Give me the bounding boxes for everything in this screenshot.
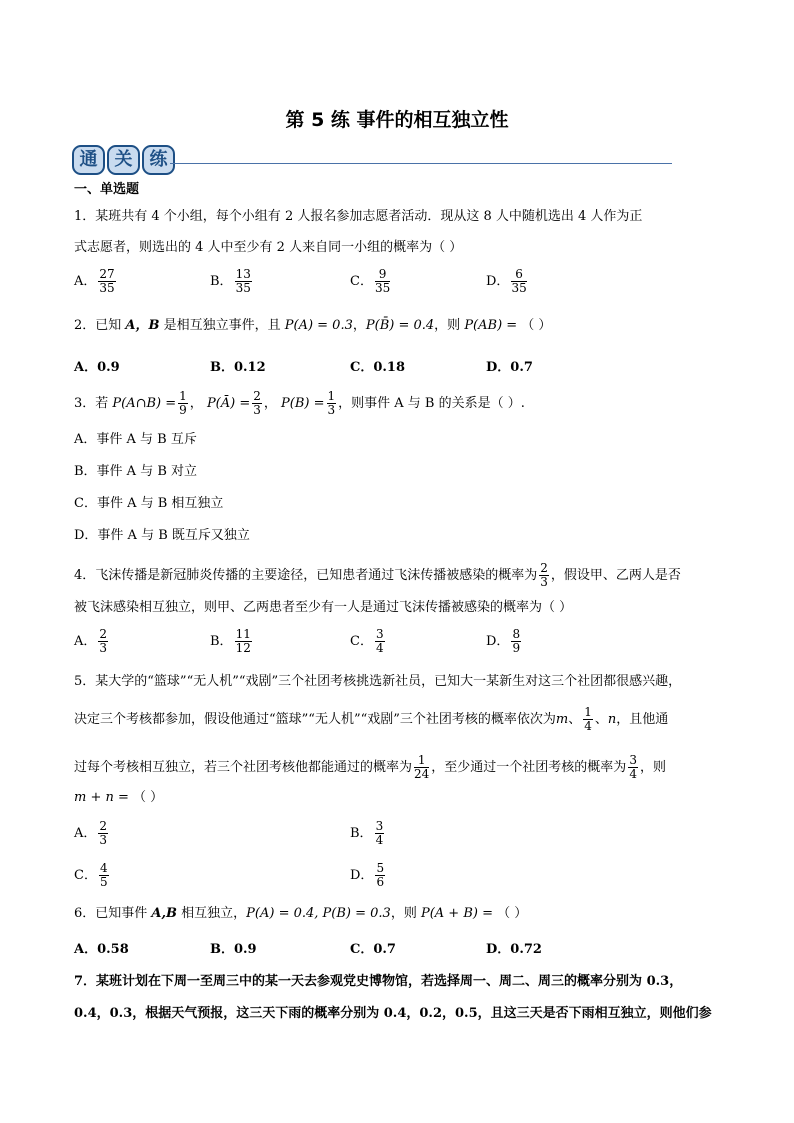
q1-option-c[interactable]: C． $\frac{9}{35}$ (350, 267, 391, 295)
q4-option-b[interactable]: B． $\frac{11}{12}$ (210, 627, 251, 655)
q3-option-d[interactable]: D．事件 A 与 B 既互斥又独立 (74, 528, 250, 543)
q6-option-a[interactable]: A．0.58 (74, 942, 129, 957)
q5-option-c[interactable]: C． $\frac{4}{5}$ (74, 861, 108, 889)
q2-stem: 2．已知 A，B 是相互独立事件，且 P(A) = 0.3，P(B̄) = 0.4，则 P(AB) = （ ） (74, 318, 552, 333)
q2-option-b[interactable]: B．0.12 (210, 360, 266, 375)
q1-option-a[interactable]: A． $\frac{27}{35}$ (74, 267, 115, 295)
q5-line2: 决定三个考核都参加，假设他通过“篮球”“无人机”“戏剧”三个社团考核的概率依次为m、 $\frac{1}{4}$ 、n，且他通 (74, 705, 669, 733)
q4-options (74, 628, 674, 664)
q6-option-b[interactable]: B．0.9 (210, 942, 257, 957)
q6-option-c[interactable]: C．0.7 (350, 942, 396, 957)
badge-char: 关 (107, 145, 140, 175)
q2-options (74, 356, 674, 376)
q4-line2: 被飞沫感染相互独立，则甲、乙两患者至少有一人是通过飞沫传播被感染的概率为（ ） (74, 600, 573, 615)
q5-option-d[interactable]: D． $\frac{5}{6}$ (350, 861, 385, 889)
q5-line3: 过每个考核相互独立，若三个社团考核他都能通过的概率为 $\frac{1}{24}$ ，至少通过一个社团考核的概率为 $\frac{3}{4}$ ，则 (74, 753, 666, 781)
q2-option-d[interactable]: D．0.7 (486, 360, 533, 375)
q7-line1: 7．某班计划在下周一至周三中的某一天去参观党史博物馆，若选择周一、周二、周三的概率分别为 0.3， (74, 974, 683, 989)
q5-line4: m + n = （ ） (74, 790, 164, 805)
q4-option-d[interactable]: D． $\frac{8}{9}$ (486, 627, 521, 655)
q1-line1: 1．某班共有 4 个小组，每个小组有 2 人报名参加志愿者活动．现从这 8 人中随机选出 4 人作为正 (74, 209, 643, 224)
q4-line1: 4．飞沫传播是新冠肺炎传播的主要途径，已知患者通过飞沫传播被感染的概率为 $\frac{2}{3}$ ，假设甲、乙两人是否 (74, 561, 681, 589)
q5-line1: 5．某大学的“篮球”“无人机”“戏剧”三个社团考核挑选新社员，已知大一某新生对这三个社团都很感兴趣， (74, 674, 682, 689)
q4-option-a[interactable]: A． $\frac{2}{3}$ (74, 627, 108, 655)
header-rule (170, 163, 672, 164)
q7-line2: 0.4，0.3，根据天气预报，这三天下雨的概率分别为 0.4，0.2，0.5，且这三天是否下雨相互独立，则他们参 (74, 1006, 712, 1021)
section-heading: 一、单选题 (74, 182, 140, 197)
q6-option-d[interactable]: D．0.72 (486, 942, 542, 957)
badge-char: 通 (72, 145, 105, 175)
q1-line2: 式志愿者，则选出的 4 人中至少有 2 人来自同一小组的概率为（ ） (74, 240, 463, 255)
page-title: 第 5 练 事件的相互独立性 (285, 109, 509, 131)
q3-option-b[interactable]: B．事件 A 与 B 对立 (74, 464, 198, 479)
q5-option-b[interactable]: B． $\frac{3}{4}$ (350, 819, 384, 847)
badge-char: 练 (142, 145, 175, 175)
q2-option-c[interactable]: C．0.18 (350, 360, 406, 375)
q3-option-c[interactable]: C．事件 A 与 B 相互独立 (74, 496, 224, 511)
q3-stem: 3．若 P(A∩B) = $\frac{1}{9}$ ， P(Ā) = $\frac{2}{3}$ ， P(B) = $\frac{1}{3}$ ，则事件 A 与 B 的关系是（ ）. (74, 389, 525, 417)
q1-option-b[interactable]: B． $\frac{13}{35}$ (210, 267, 251, 295)
q1-options (74, 268, 674, 304)
q1-option-d[interactable]: D． $\frac{6}{35}$ (486, 267, 527, 295)
q3-option-a[interactable]: A．事件 A 与 B 互斥 (74, 432, 197, 447)
q4-option-c[interactable]: C． $\frac{3}{4}$ (350, 627, 384, 655)
q6-stem: 6．已知事件 A,B 相互独立，P(A) = 0.4, P(B) = 0.3，则 P(A + B) = （ ） (74, 906, 528, 921)
q5-option-a[interactable]: A． $\frac{2}{3}$ (74, 819, 108, 847)
section-badge (72, 145, 177, 175)
q6-options (74, 938, 674, 958)
q2-option-a[interactable]: A．0.9 (74, 360, 120, 375)
q5-options (74, 820, 674, 900)
